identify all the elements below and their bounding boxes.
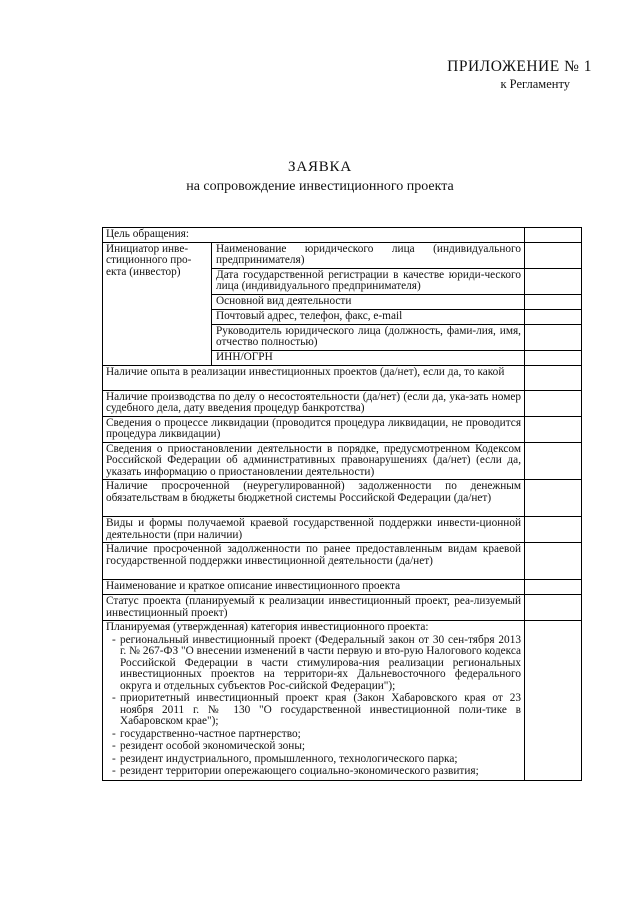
initiator-field-name-value[interactable] [525,242,582,268]
table-row [103,580,582,595]
initiator-field-director: Руководитель юридического лица (должность, фами-лия, имя, отчество полностью) [212,324,525,350]
table-row [103,480,582,517]
initiator-label: Инициатор инве-стиционного про-екта (инвестор) [103,242,212,365]
row-project-category [103,621,525,781]
row-experience: Наличие опыта в реализации инвестиционных проектов (да/нет), если да, то какой [103,365,525,390]
row-project-category-value[interactable] [525,621,582,781]
list-item: - приоритетный инвестиционный проект края (Закон Хабаровского края от 23 ноября 2011 г. № 130 "О государственной инвестиционной поли-тике в Хабаровском крае"); [106,693,521,728]
initiator-field-director-value[interactable] [525,324,582,350]
appendix-header [447,58,592,92]
document-subtitle: на сопровождение инвестиционного проекта [186,179,454,194]
table-row [103,543,582,580]
initiator-field-contacts: Почтовый адрес, телефон, факс, e-mail [212,309,525,324]
list-item: - государственно-частное партнерство; [106,729,521,741]
row-experience-value[interactable] [525,365,582,390]
row-suspension: Сведения о приостановлении деятельности в порядке, предусмотренном Кодексом Российской Федерации об административных правонарушениях (да/нет) (если да, указать информацию о приостановлении деятельности) [103,442,525,480]
initiator-field-inn-ogrn: ИНН/ОГРН [212,350,525,365]
row-project-status-value[interactable] [525,595,582,621]
category-title: Планируемая (утвержденная) категория инвестиционного проекта: [106,621,429,633]
list-item: - резидент индустриального, промышленного, технологического парка; [106,754,521,766]
appendix-subtitle: к Регламенту [500,77,570,91]
table-row [103,517,582,543]
appendix-title: ПРИЛОЖЕНИЕ № 1 [447,58,592,75]
initiator-field-name: Наименование юридического лица (индивидуального предпринимателя) [212,242,525,268]
row-project-description: Наименование и краткое описание инвестиционного проекта [103,580,525,595]
table-row [103,390,582,416]
initiator-field-main-activity: Основной вид деятельности [212,294,525,309]
row-support-debt: Наличие просроченной задолженности по ранее предоставленным видам краевой государственной поддержки инвестиционной деятельности (да/нет) [103,543,525,580]
table-row [103,621,582,781]
table-row [103,228,582,243]
row-project-status: Статус проекта (планируемый к реализации инвестиционный проект, реа-лизуемый инвестиционный проект) [103,595,525,621]
initiator-field-registration-date: Дата государственной регистрации в качестве юриди-ческого лица (индивидуального предпринимателя) [212,268,525,294]
initiator-field-contacts-value[interactable] [525,309,582,324]
table-row [103,442,582,480]
purpose-label: Цель обращения: [103,228,525,243]
list-item: - резидент территории опережающего социально-экономического развития; [106,766,521,778]
row-budget-debt: Наличие просроченной (неурегулированной) задолженности по денежным обязательствам в бюджеты бюджетной системы Российской Федерации (да/нет) [103,480,525,517]
table-row [103,416,582,442]
document-heading [0,157,640,197]
category-list [106,635,521,778]
table-row [103,365,582,390]
initiator-field-inn-ogrn-value[interactable] [525,350,582,365]
purpose-value-cell[interactable] [525,228,582,243]
row-project-description-value[interactable] [525,580,582,595]
document-title: ЗАЯВКА [288,159,352,175]
row-support-types-value[interactable] [525,517,582,543]
application-form-table [102,227,582,781]
row-liquidation: Сведения о процессе ликвидации (проводится процедура ликвидации, не проводится процедура ликвидации) [103,416,525,442]
row-support-types: Виды и формы получаемой краевой государственной поддержки инвести-ционной деятельности (при наличии) [103,517,525,543]
row-budget-debt-value[interactable] [525,480,582,517]
initiator-field-main-activity-value[interactable] [525,294,582,309]
list-item: - резидент особой экономической зоны; [106,741,521,753]
table-row [103,595,582,621]
row-support-debt-value[interactable] [525,543,582,580]
row-liquidation-value[interactable] [525,416,582,442]
row-insolvency-value[interactable] [525,390,582,416]
row-suspension-value[interactable] [525,442,582,480]
row-insolvency: Наличие производства по делу о несостоятельности (да/нет) (если да, ука-зать номер судебного дела, дату введения процедур банкротства) [103,390,525,416]
table-row [103,242,582,268]
initiator-field-registration-date-value[interactable] [525,268,582,294]
list-item: - региональный инвестиционный проект (Федеральный закон от 30 сен-тября 2013 г. № 267-ФЗ "О внесении изменений в части первую и вто-рую Налогового кодекса Российской Федерации в части стимулирова-ния реализации региональных инвестиционных проектов на территори-ях Дальневосточного федерального округа и отдельных субъектов Рос-сийской Федерации"); [106,635,521,693]
